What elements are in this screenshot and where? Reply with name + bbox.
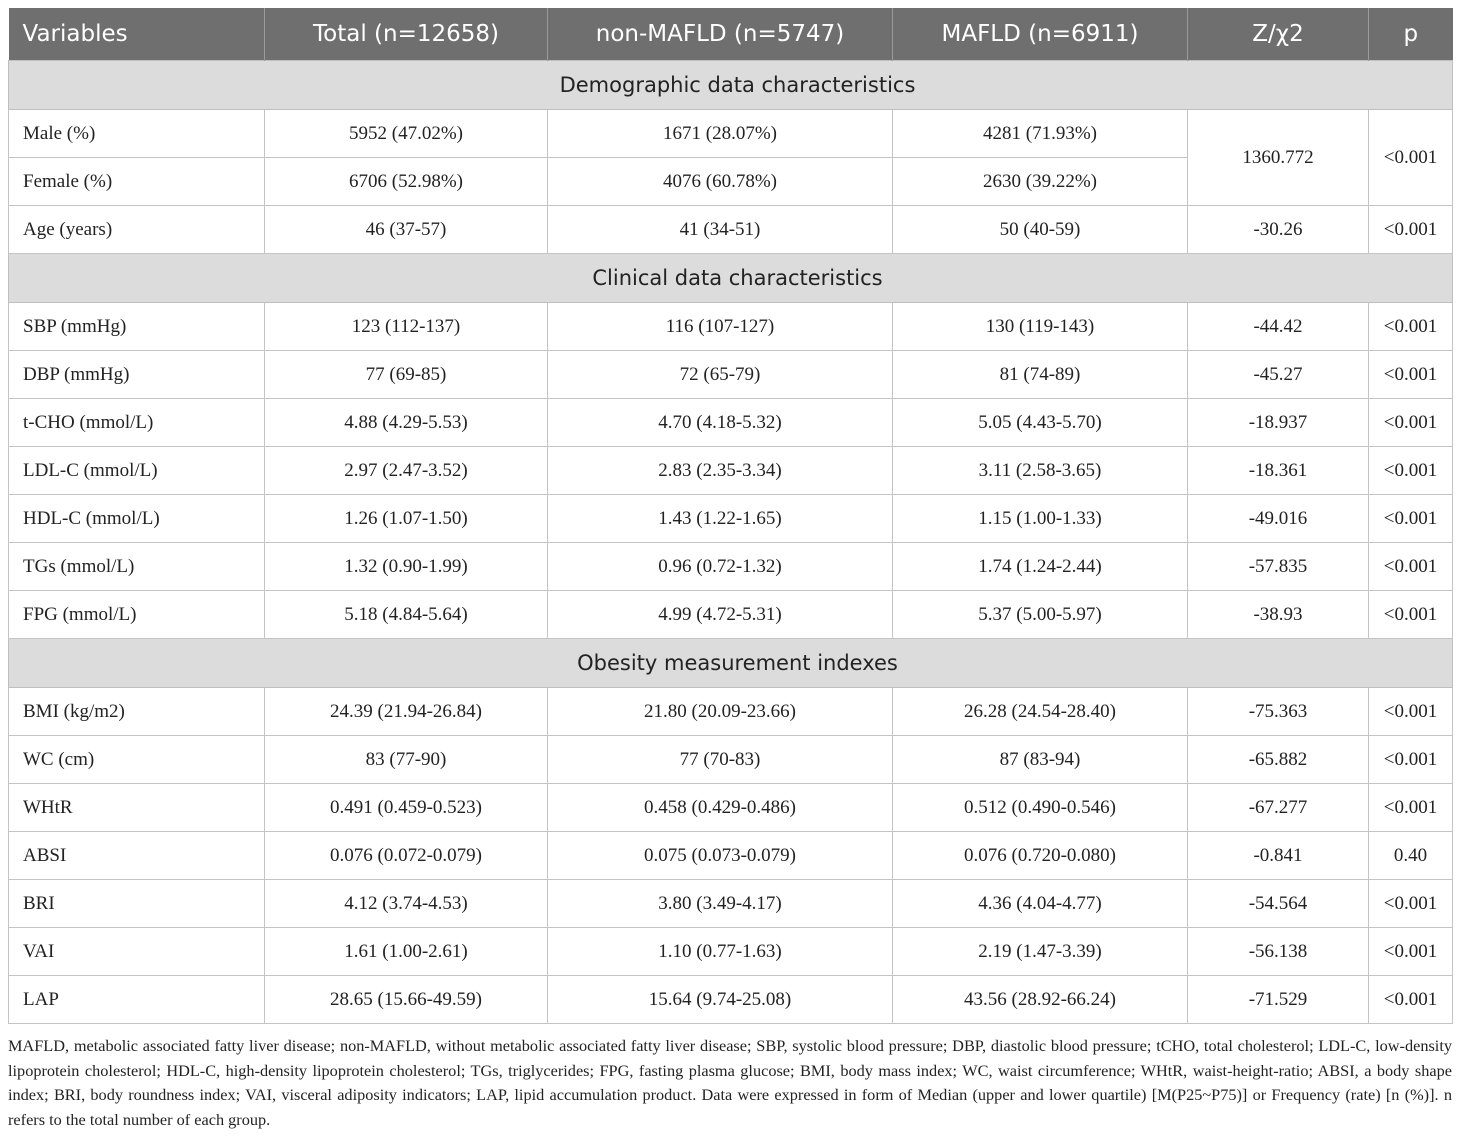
cell-p: <0.001 [1369,351,1453,399]
cell-non-mafld: 15.64 (9.74-25.08) [548,976,893,1024]
cell-total: 1.61 (1.00-2.61) [265,928,548,976]
cell-variable: HDL-C (mmol/L) [9,495,265,543]
cell-z: -30.26 [1188,206,1369,254]
section-row [9,639,1453,688]
cell-total: 0.491 (0.459-0.523) [265,784,548,832]
table-row [9,110,1453,158]
table-row [9,399,1453,447]
cell-p: <0.001 [1369,447,1453,495]
cell-mafld: 0.076 (0.720-0.080) [893,832,1188,880]
table-row [9,880,1453,928]
cell-non-mafld: 3.80 (3.49-4.17) [548,880,893,928]
cell-total: 24.39 (21.94-26.84) [265,688,548,736]
table-footnote: MAFLD, metabolic associated fatty liver disease; non-MAFLD, without metabolic associated fatty liver disease; SBP, systolic blood pressure; DBP, diastolic blood pressure; tCHO, total cholesterol; LDL-C, low-density lipoprotein cholesterol; HDL-C, high-density lipoprotein cholesterol; TGs, triglycerides; FPG, fasting plasma glucose; BMI, body mass index; WC, waist circumference; WHtR, waist-height-ratio; ABSI, a body shape index; BRI, body roundness index; VAI, visceral adiposity indicators; LAP, lipid accumulation product. Data were expressed in form of Median (upper and lower quartile) [M(P25~P75)] or Frequency (rate) [n (%)]. n refers to the total number of each group. [8,1036,1452,1129]
cell-z: -67.277 [1188,784,1369,832]
cell-p: <0.001 [1369,736,1453,784]
cell-p: <0.001 [1369,591,1453,639]
cell-variable: t-CHO (mmol/L) [9,399,265,447]
cell-mafld: 3.11 (2.58-3.65) [893,447,1188,495]
table-row [9,832,1453,880]
section-row [9,254,1453,303]
cell-mafld: 1.74 (1.24-2.44) [893,543,1188,591]
cell-variable: WHtR [9,784,265,832]
col-header-total: Total (n=12658) [265,8,548,61]
cell-variable: BMI (kg/m2) [9,688,265,736]
cell-mafld: 50 (40-59) [893,206,1188,254]
cell-non-mafld: 0.458 (0.429-0.486) [548,784,893,832]
cell-mafld: 130 (119-143) [893,303,1188,351]
cell-mafld: 4.36 (4.04-4.77) [893,880,1188,928]
cell-non-mafld: 41 (34-51) [548,206,893,254]
cell-variable: VAI [9,928,265,976]
cell-p: <0.001 [1369,976,1453,1024]
table-row [9,206,1453,254]
col-header-p: p [1369,8,1453,61]
cell-total: 5952 (47.02%) [265,110,548,158]
cell-total: 5.18 (4.84-5.64) [265,591,548,639]
cell-z: -57.835 [1188,543,1369,591]
cell-total: 1.26 (1.07-1.50) [265,495,548,543]
cell-mafld: 26.28 (24.54-28.40) [893,688,1188,736]
cell-mafld: 5.37 (5.00-5.97) [893,591,1188,639]
cell-variable: LDL-C (mmol/L) [9,447,265,495]
cell-p: <0.001 [1369,206,1453,254]
cell-non-mafld: 2.83 (2.35-3.34) [548,447,893,495]
cell-p: <0.001 [1369,928,1453,976]
table-row [9,495,1453,543]
cell-non-mafld: 0.075 (0.073-0.079) [548,832,893,880]
cell-variable: Male (%) [9,110,265,158]
cell-p: <0.001 [1369,880,1453,928]
cell-variable: DBP (mmHg) [9,351,265,399]
header-row [9,8,1453,61]
cell-non-mafld: 116 (107-127) [548,303,893,351]
cell-p: <0.001 [1369,688,1453,736]
section-row [9,61,1453,110]
cell-total: 123 (112-137) [265,303,548,351]
cell-mafld: 81 (74-89) [893,351,1188,399]
col-header-variables: Variables [9,8,265,61]
table-row [9,591,1453,639]
cell-total: 46 (37-57) [265,206,548,254]
cell-z: -38.93 [1188,591,1369,639]
cell-mafld: 2630 (39.22%) [893,158,1188,206]
cell-z: -18.361 [1188,447,1369,495]
cell-non-mafld: 0.96 (0.72-1.32) [548,543,893,591]
cell-p: 0.40 [1369,832,1453,880]
table-container [8,8,1452,1024]
cell-total: 0.076 (0.072-0.079) [265,832,548,880]
cell-variable: TGs (mmol/L) [9,543,265,591]
table-row [9,303,1453,351]
cell-variable: Age (years) [9,206,265,254]
cell-total: 1.32 (0.90-1.99) [265,543,548,591]
cell-non-mafld: 1671 (28.07%) [548,110,893,158]
cell-mafld: 4281 (71.93%) [893,110,1188,158]
cell-variable: FPG (mmol/L) [9,591,265,639]
cell-non-mafld: 1.43 (1.22-1.65) [548,495,893,543]
cell-z: -75.363 [1188,688,1369,736]
cell-total: 83 (77-90) [265,736,548,784]
col-header-non-mafld: non-MAFLD (n=5747) [548,8,893,61]
table-row [9,784,1453,832]
cell-z: -56.138 [1188,928,1369,976]
cell-z: -45.27 [1188,351,1369,399]
table-row [9,688,1453,736]
characteristics-table [8,8,1453,1024]
cell-variable: BRI [9,880,265,928]
cell-non-mafld: 77 (70-83) [548,736,893,784]
cell-p: <0.001 [1369,784,1453,832]
table-row [9,736,1453,784]
table-row [9,447,1453,495]
cell-z: -44.42 [1188,303,1369,351]
cell-mafld: 5.05 (4.43-5.70) [893,399,1188,447]
cell-variable: SBP (mmHg) [9,303,265,351]
cell-non-mafld: 4076 (60.78%) [548,158,893,206]
cell-p: <0.001 [1369,303,1453,351]
section-title: Obesity measurement indexes [9,639,1453,688]
cell-variable: ABSI [9,832,265,880]
cell-mafld: 2.19 (1.47-3.39) [893,928,1188,976]
cell-p: <0.001 [1369,543,1453,591]
col-header-mafld: MAFLD (n=6911) [893,8,1188,61]
cell-total: 28.65 (15.66-49.59) [265,976,548,1024]
section-title: Demographic data characteristics [9,61,1453,110]
cell-z: -0.841 [1188,832,1369,880]
table-row [9,543,1453,591]
cell-variable: Female (%) [9,158,265,206]
col-header-z-chi2: Z/χ2 [1188,8,1369,61]
table-row [9,976,1453,1024]
cell-non-mafld: 72 (65-79) [548,351,893,399]
cell-total: 4.12 (3.74-4.53) [265,880,548,928]
cell-total: 77 (69-85) [265,351,548,399]
cell-non-mafld: 4.70 (4.18-5.32) [548,399,893,447]
cell-z: -71.529 [1188,976,1369,1024]
cell-z: -54.564 [1188,880,1369,928]
cell-mafld: 87 (83-94) [893,736,1188,784]
cell-z: 1360.772 [1188,110,1369,206]
table-row [9,351,1453,399]
cell-p: <0.001 [1369,495,1453,543]
cell-total: 2.97 (2.47-3.52) [265,447,548,495]
cell-variable: WC (cm) [9,736,265,784]
section-title: Clinical data characteristics [9,254,1453,303]
cell-non-mafld: 21.80 (20.09-23.66) [548,688,893,736]
cell-total: 4.88 (4.29-5.53) [265,399,548,447]
cell-non-mafld: 4.99 (4.72-5.31) [548,591,893,639]
cell-z: -49.016 [1188,495,1369,543]
cell-total: 6706 (52.98%) [265,158,548,206]
cell-p: <0.001 [1369,110,1453,206]
cell-mafld: 43.56 (28.92-66.24) [893,976,1188,1024]
cell-p: <0.001 [1369,399,1453,447]
cell-non-mafld: 1.10 (0.77-1.63) [548,928,893,976]
table-row [9,928,1453,976]
cell-variable: LAP [9,976,265,1024]
cell-z: -65.882 [1188,736,1369,784]
cell-mafld: 0.512 (0.490-0.546) [893,784,1188,832]
cell-z: -18.937 [1188,399,1369,447]
cell-mafld: 1.15 (1.00-1.33) [893,495,1188,543]
